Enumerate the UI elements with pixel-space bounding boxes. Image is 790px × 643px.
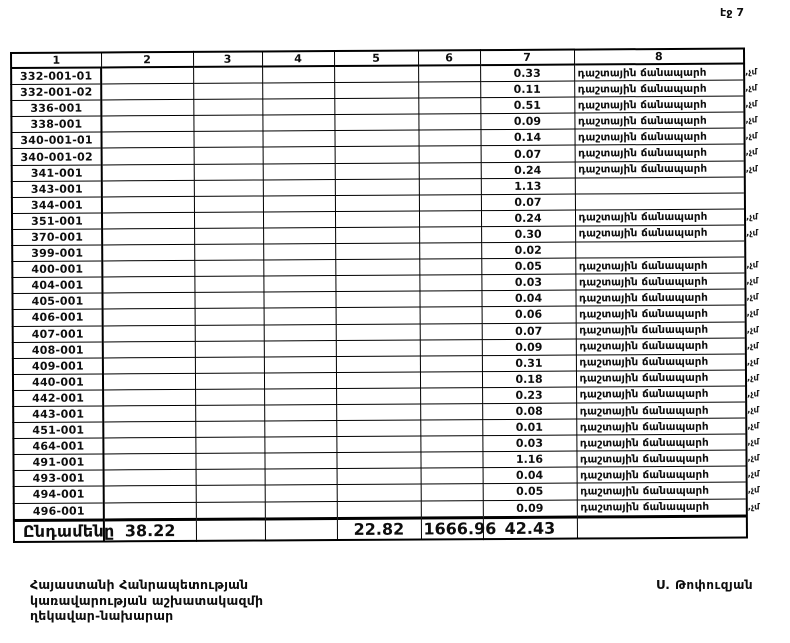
- issuer-line-3: ղեկավար-նախարար: [30, 608, 174, 623]
- value-cell: 0.31: [482, 355, 576, 372]
- value-cell: 0.04: [483, 467, 577, 484]
- margin-note: ,չմ: [746, 341, 759, 352]
- col5-cell: [334, 82, 418, 99]
- col4-cell: [263, 244, 335, 261]
- margin-note: ,չմ: [746, 308, 759, 319]
- col6-cell: [420, 307, 482, 323]
- code-cell: 340-001-01: [11, 132, 101, 149]
- col3-cell: [193, 99, 262, 116]
- col3-cell: [194, 244, 263, 261]
- road-type-cell: [576, 338, 759, 355]
- col4-cell: [263, 179, 335, 196]
- col5-cell: [337, 484, 421, 501]
- total-col2: 38.22: [104, 519, 196, 541]
- margin-note: ,չմ: [746, 357, 759, 368]
- col4-cell: [265, 485, 337, 502]
- col3-cell: [195, 389, 264, 406]
- road-type-label: դաշտային ճանապարհ: [577, 98, 707, 112]
- col5-cell: [336, 420, 420, 437]
- col5-cell: [335, 163, 419, 180]
- road-type-label: դաշտային ճանապարհ: [578, 259, 708, 273]
- col3-cell: [194, 147, 263, 164]
- value-cell: 0.04: [481, 290, 575, 307]
- data-table-body: [11, 64, 760, 521]
- col4-cell: [265, 501, 337, 519]
- col5-cell: [335, 259, 419, 276]
- col3-cell: [195, 405, 264, 422]
- col5-cell: [336, 372, 420, 389]
- code-cell: 408-001: [13, 342, 103, 359]
- col6-cell: [418, 114, 480, 130]
- road-type-cell: [576, 402, 760, 419]
- code-cell: 332-001-01: [11, 67, 101, 84]
- col4-cell: [263, 227, 335, 244]
- road-type-label: դաշտային ճանապարհ: [579, 339, 709, 353]
- value-cell: 0.18: [482, 371, 576, 388]
- col4-cell: [265, 469, 337, 486]
- col6-cell: [419, 291, 481, 307]
- value-cell: 0.30: [481, 226, 575, 243]
- margin-note: ,չմ: [746, 324, 759, 336]
- col6-cell: [421, 468, 483, 484]
- value-cell: 0.24: [481, 162, 575, 179]
- col5-cell: [335, 146, 419, 163]
- col4-cell: [264, 308, 336, 325]
- margin-note: ,չմ: [745, 99, 758, 110]
- road-type-cell: [576, 322, 759, 339]
- col3-cell: [193, 66, 262, 83]
- road-type-cell: [577, 499, 760, 517]
- col4-cell: [262, 66, 334, 83]
- code-cell: 404-001: [12, 277, 102, 294]
- total-row: [14, 516, 747, 542]
- road-type-cell: [576, 370, 759, 387]
- col6-cell: [420, 452, 482, 468]
- col4-cell: [264, 356, 336, 373]
- total-col4: [265, 518, 337, 540]
- col5-cell: [335, 195, 419, 212]
- road-type-cell: [576, 418, 760, 435]
- code-cell: 351-001: [12, 213, 102, 230]
- road-type-cell: [575, 209, 758, 226]
- col5-cell: [336, 436, 420, 453]
- margin-note: ,չմ: [747, 389, 759, 400]
- value-cell: 0.07: [482, 323, 576, 340]
- col2-cell: [102, 148, 194, 165]
- col6-cell: [419, 194, 481, 210]
- col3-cell: [195, 373, 264, 390]
- col6-cell: [419, 243, 481, 259]
- col6-cell: [418, 98, 480, 114]
- col2-cell: [101, 67, 193, 84]
- col3-cell: [194, 260, 263, 277]
- col2-cell: [103, 325, 195, 342]
- road-type-label: դաշտային ճանապարհ: [577, 66, 707, 80]
- col3-cell: [194, 180, 263, 197]
- col4-cell: [264, 324, 336, 341]
- code-cell: 340-001-02: [12, 148, 102, 165]
- margin-note: ,չմ: [747, 501, 760, 513]
- col2-cell: [103, 373, 195, 390]
- col6-cell: [419, 162, 481, 178]
- code-cell: 491-001: [13, 454, 103, 471]
- road-type-label: դաշտային ճանապարհ: [579, 323, 709, 337]
- total-col7: 42.43: [483, 517, 577, 539]
- column-header-5: 5: [334, 51, 418, 67]
- road-type-cell: [575, 193, 745, 210]
- margin-note: ,չմ: [745, 131, 758, 142]
- column-header-4: 4: [262, 51, 334, 66]
- column-header-3: 3: [193, 51, 262, 66]
- road-type-cell: [577, 466, 760, 483]
- col2-cell: [103, 438, 195, 455]
- value-cell: 1.13: [481, 178, 575, 195]
- issuer-title: [30, 577, 263, 624]
- margin-note: ,չմ: [747, 421, 760, 432]
- road-type-label: դաշտային ճանապարհ: [577, 82, 707, 96]
- col5-cell: [337, 468, 421, 485]
- col2-cell: [102, 293, 194, 310]
- col5-cell: [336, 404, 420, 421]
- road-type-cell: [577, 482, 760, 499]
- col2-cell: [103, 309, 195, 326]
- col6-cell: [419, 259, 481, 275]
- road-type-label: դաշտային ճանապարհ: [579, 388, 709, 401]
- total-col8: [577, 516, 747, 539]
- value-cell: 0.14: [480, 129, 574, 146]
- issuer-line-1: Հայաստանի Հանրապետության: [30, 577, 249, 592]
- col3-cell: [196, 501, 265, 519]
- col4-cell: [263, 292, 335, 309]
- code-cell: 442-001: [13, 390, 103, 407]
- margin-note: ,չմ: [746, 373, 759, 384]
- code-cell: 399-001: [12, 245, 102, 262]
- col3-cell: [194, 212, 263, 229]
- road-type-cell: [576, 450, 760, 467]
- col5-cell: [335, 291, 419, 308]
- col3-cell: [195, 308, 264, 325]
- col5-cell: [335, 211, 419, 228]
- col5-cell: [334, 98, 418, 115]
- col3-cell: [193, 115, 262, 132]
- col2-cell: [101, 83, 193, 100]
- value-cell: 0.24: [481, 210, 575, 227]
- value-cell: 0.09: [483, 500, 577, 518]
- col6-cell: [420, 404, 482, 420]
- col5-cell: [335, 243, 419, 260]
- col5-cell: [334, 66, 418, 83]
- col3-cell: [195, 341, 264, 358]
- road-type-label: դաշտային ճանապարհ: [578, 162, 708, 176]
- col2-cell: [104, 486, 196, 503]
- col3-cell: [193, 131, 262, 148]
- col2-cell: [102, 277, 194, 294]
- col6-cell: [419, 227, 481, 243]
- value-cell: 0.05: [483, 483, 577, 500]
- col3-cell: [195, 453, 264, 470]
- col5-cell: [336, 356, 420, 373]
- col4-cell: [264, 453, 336, 470]
- code-cell: 344-001: [12, 197, 102, 214]
- code-cell: 338-001: [11, 116, 101, 133]
- col2-cell: [102, 164, 194, 181]
- road-type-label: դաշտային ճանապարհ: [579, 307, 708, 321]
- col3-cell: [196, 485, 265, 502]
- value-cell: 0.06: [482, 306, 576, 323]
- margin-note: ,չմ: [747, 405, 760, 416]
- margin-note: ,չմ: [746, 260, 759, 271]
- col4-cell: [263, 276, 335, 293]
- col2-cell: [102, 261, 194, 278]
- col6-cell: [418, 82, 480, 98]
- col2-cell: [102, 244, 194, 261]
- code-cell: 440-001: [13, 374, 103, 391]
- road-type-label: դաշտային ճանապարհ: [578, 291, 708, 305]
- col2-cell: [103, 389, 195, 406]
- col4-cell: [264, 340, 336, 357]
- col2-cell: [102, 228, 194, 245]
- road-type-label: դաշտային ճանապարհ: [580, 468, 709, 482]
- col3-cell: [194, 228, 263, 245]
- value-cell: 0.09: [482, 339, 576, 356]
- col4-cell: [263, 147, 335, 164]
- code-cell: 370-001: [12, 229, 102, 246]
- col5-cell: [335, 275, 419, 292]
- code-cell: 443-001: [13, 406, 103, 423]
- col5-cell: [337, 501, 421, 519]
- col2-cell: [103, 357, 195, 374]
- code-cell: 409-001: [13, 358, 103, 375]
- road-type-label: դաշտային ճանապարհ: [579, 355, 709, 369]
- issuer-line-2: կառավարության աշխատակազմի: [30, 592, 264, 608]
- value-cell: 0.23: [482, 387, 576, 404]
- col2-cell: [103, 341, 195, 358]
- col4-cell: [263, 195, 335, 212]
- code-cell: 407-001: [13, 325, 103, 342]
- col2-cell: [104, 470, 196, 487]
- margin-note: ,չմ: [745, 212, 758, 223]
- road-type-cell: [576, 354, 759, 371]
- total-label: Ընդամենը: [14, 520, 104, 542]
- col3-cell: [194, 164, 263, 181]
- column-header-8: 8: [574, 49, 744, 65]
- value-cell: 0.08: [482, 403, 576, 420]
- road-type-cell: [575, 161, 758, 178]
- road-type-cell: [576, 386, 759, 403]
- col5-cell: [336, 388, 420, 405]
- road-type-cell: [574, 96, 758, 113]
- col6-cell: [420, 323, 482, 339]
- col5-cell: [335, 179, 419, 196]
- col6-cell: [419, 275, 481, 291]
- col6-cell: [419, 210, 481, 226]
- margin-note: ,չմ: [746, 228, 758, 239]
- col4-cell: [264, 421, 336, 438]
- col6-cell: [418, 130, 480, 146]
- road-type-cell: [575, 225, 758, 242]
- code-cell: 494-001: [14, 486, 104, 503]
- road-type-label: դաշտային ճանապարհ: [577, 130, 707, 144]
- value-cell: 0.51: [480, 97, 574, 114]
- code-cell: 493-001: [14, 470, 104, 487]
- road-type-label: դաշտային ճանապարհ: [579, 372, 709, 385]
- col4-cell: [264, 437, 336, 454]
- col3-cell: [194, 292, 263, 309]
- col3-cell: [196, 469, 265, 486]
- col4-cell: [263, 260, 335, 277]
- col3-cell: [195, 421, 264, 438]
- margin-note: ,չմ: [745, 147, 758, 158]
- col5-cell: [336, 307, 420, 324]
- page-number: էջ 7: [720, 6, 744, 19]
- col6-cell: [421, 500, 483, 517]
- value-cell: 0.07: [481, 194, 575, 211]
- margin-note: ,չմ: [745, 115, 758, 126]
- margin-note: ,չմ: [746, 292, 759, 303]
- col2-cell: [103, 454, 195, 471]
- land-parcel-table: [10, 48, 760, 543]
- margin-note: ,չմ: [747, 453, 760, 464]
- col6-cell: [420, 436, 482, 452]
- road-type-cell: [575, 177, 745, 194]
- road-type-label: դաշտային ճանապարհ: [578, 211, 708, 224]
- col4-cell: [264, 372, 336, 389]
- code-cell: 496-001: [14, 502, 104, 520]
- col4-cell: [263, 163, 335, 180]
- col4-cell: [262, 83, 334, 100]
- col5-cell: [336, 452, 420, 469]
- col2-cell: [103, 421, 195, 438]
- col2-cell: [102, 180, 194, 197]
- code-cell: 405-001: [12, 293, 102, 310]
- margin-note: ,չմ: [745, 83, 758, 94]
- col4-cell: [262, 99, 334, 116]
- col3-cell: [193, 83, 262, 100]
- col3-cell: [195, 437, 264, 454]
- col2-cell: [101, 116, 193, 133]
- value-cell: 0.09: [480, 113, 574, 130]
- col6-cell: [420, 420, 482, 436]
- road-type-cell: [574, 112, 758, 129]
- road-type-label: դաշտային ճանապարհ: [579, 404, 709, 418]
- margin-note: ,չմ: [745, 164, 758, 175]
- col2-cell: [102, 212, 194, 229]
- value-cell: 0.03: [482, 435, 576, 452]
- road-type-label: դաշտային ճանապարհ: [578, 227, 708, 241]
- col4-cell: [262, 131, 334, 148]
- road-type-label: դաշտային ճանապարհ: [578, 146, 708, 160]
- margin-note: ,չմ: [746, 276, 759, 287]
- road-type-label: դաշտային ճանապարհ: [579, 420, 709, 434]
- col6-cell: [420, 388, 482, 404]
- margin-note: ,չմ: [747, 485, 760, 496]
- road-type-label: դաշտային ճանապարհ: [579, 436, 709, 450]
- col6-cell: [421, 484, 483, 500]
- road-type-label: դաշտային ճանապարհ: [578, 275, 708, 289]
- col3-cell: [194, 196, 263, 213]
- col6-cell: [419, 178, 481, 194]
- margin-note: ,չմ: [747, 437, 760, 448]
- value-cell: 0.03: [481, 274, 575, 291]
- col3-cell: [194, 276, 263, 293]
- road-type-cell: [575, 144, 758, 161]
- col2-cell: [104, 502, 196, 520]
- value-cell: 0.07: [481, 146, 575, 163]
- margin-note: ,չմ: [745, 67, 757, 78]
- value-cell: 0.02: [481, 242, 575, 259]
- col3-cell: [195, 324, 264, 341]
- code-cell: 336-001: [11, 100, 101, 117]
- value-cell: 0.11: [480, 81, 574, 98]
- road-type-cell: [576, 434, 760, 451]
- col5-cell: [334, 130, 418, 147]
- col6-cell: [420, 339, 482, 355]
- road-type-cell: [574, 64, 757, 82]
- margin-note: ,չմ: [747, 469, 760, 480]
- code-cell: 332-001-02: [11, 84, 101, 101]
- road-type-cell: [574, 128, 758, 145]
- road-type-cell: [575, 257, 759, 274]
- col6-cell: [420, 355, 482, 371]
- col5-cell: [336, 340, 420, 357]
- col5-cell: [334, 114, 418, 131]
- signature-name: Ս. Թոփուզյան: [656, 578, 754, 592]
- road-type-label: դաշտային ճանապարհ: [580, 484, 710, 498]
- total-col3: [196, 519, 265, 541]
- col5-cell: [335, 227, 419, 244]
- column-header-2: 2: [101, 52, 193, 68]
- column-header-1: 1: [11, 52, 101, 68]
- road-type-cell: [575, 241, 745, 258]
- column-header-6: 6: [418, 50, 480, 65]
- col2-cell: [101, 100, 193, 117]
- code-cell: 343-001: [12, 181, 102, 198]
- col2-cell: [102, 196, 194, 213]
- col6-cell: [420, 371, 482, 387]
- code-cell: 341-001: [12, 165, 102, 182]
- col4-cell: [264, 404, 336, 421]
- total-col5: 22.82: [337, 518, 421, 540]
- value-cell: 0.33: [480, 65, 574, 82]
- road-type-label: դաշտային ճանապարհ: [580, 500, 710, 514]
- value-cell: 1.16: [482, 451, 576, 468]
- col2-cell: [103, 405, 195, 422]
- col4-cell: [264, 388, 336, 405]
- road-type-label: դաշտային ճանապարհ: [579, 452, 709, 466]
- col5-cell: [336, 324, 420, 341]
- road-type-cell: [575, 289, 759, 306]
- col4-cell: [263, 211, 335, 228]
- road-type-cell: [576, 305, 759, 322]
- col3-cell: [195, 357, 264, 374]
- code-cell: 400-001: [12, 261, 102, 278]
- road-type-cell: [574, 80, 758, 97]
- col6-cell: [419, 146, 481, 162]
- code-cell: 464-001: [13, 438, 103, 455]
- col2-cell: [101, 132, 193, 149]
- code-cell: 406-001: [13, 309, 103, 326]
- col4-cell: [262, 115, 334, 132]
- total-col6: 1666.96: [421, 517, 483, 539]
- value-cell: 0.01: [482, 419, 576, 436]
- column-header-7: 7: [480, 50, 574, 66]
- road-type-label: դաշտային ճանապարհ: [577, 114, 707, 128]
- road-type-cell: [575, 273, 759, 290]
- code-cell: 451-001: [13, 422, 103, 439]
- col6-cell: [418, 65, 480, 82]
- value-cell: 0.05: [481, 258, 575, 275]
